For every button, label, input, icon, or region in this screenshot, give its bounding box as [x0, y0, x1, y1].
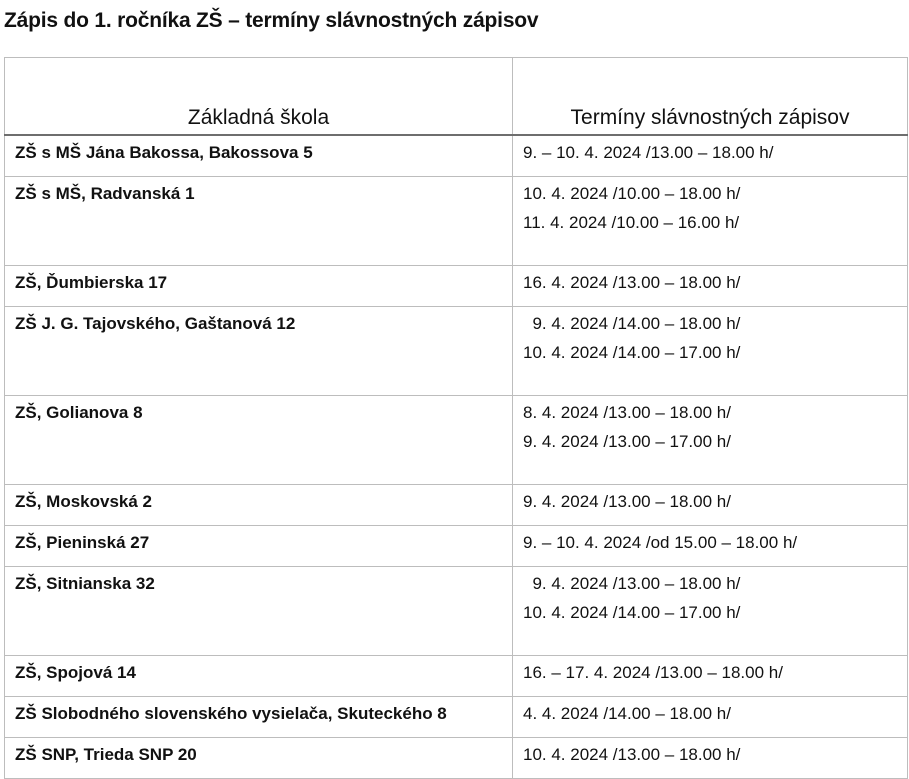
school-cell: ZŠ Slobodného slovenského vysielača, Skuteckého 8: [5, 697, 513, 738]
table-row: [5, 177, 908, 266]
column-header-dates: Termíny slávnostných zápisov: [513, 58, 908, 136]
school-cell: ZŠ, Golianova 8: [5, 396, 513, 485]
dates-cell: [513, 738, 908, 779]
date-line: 10. 4. 2024 /14.00 – 17.00 h/: [523, 603, 741, 622]
dates-cell: [513, 656, 908, 697]
table-row: [5, 656, 908, 697]
date-line: 9. 4. 2024 /13.00 – 18.00 h/: [523, 574, 741, 593]
school-cell: ZŠ SNP, Trieda SNP 20: [5, 738, 513, 779]
date-line: 8. 4. 2024 /13.00 – 18.00 h/: [523, 403, 731, 422]
dates-cell: [513, 307, 908, 396]
school-cell: ZŠ, Ďumbierska 17: [5, 266, 513, 307]
page-title: Zápis do 1. ročníka ZŠ – termíny slávnostných zápisov: [4, 9, 539, 32]
date-line: 9. 4. 2024 /14.00 – 18.00 h/: [523, 314, 741, 333]
date-line: 10. 4. 2024 /14.00 – 17.00 h/: [523, 343, 741, 362]
table-row: [5, 526, 908, 567]
dates-cell: [513, 485, 908, 526]
dates-cell: [513, 135, 908, 177]
schedule-table: [4, 57, 908, 779]
date-line: 16. 4. 2024 /13.00 – 18.00 h/: [523, 273, 741, 292]
school-cell: ZŠ, Moskovská 2: [5, 485, 513, 526]
table-row: [5, 567, 908, 656]
date-line: 9. 4. 2024 /13.00 – 18.00 h/: [523, 492, 731, 511]
school-cell: ZŠ s MŠ Jána Bakossa, Bakossova 5: [5, 135, 513, 177]
table-row: [5, 485, 908, 526]
table-row: [5, 697, 908, 738]
school-cell: ZŠ, Sitnianska 32: [5, 567, 513, 656]
dates-cell: [513, 697, 908, 738]
dates-cell: [513, 396, 908, 485]
date-line: 9. – 10. 4. 2024 /od 15.00 – 18.00 h/: [523, 533, 798, 552]
table-row: [5, 396, 908, 485]
date-line: 11. 4. 2024 /10.00 – 16.00 h/: [523, 213, 740, 232]
school-cell: ZŠ s MŠ, Radvanská 1: [5, 177, 513, 266]
school-cell: ZŠ, Spojová 14: [5, 656, 513, 697]
dates-cell: [513, 177, 908, 266]
table-row: [5, 738, 908, 779]
school-cell: ZŠ J. G. Tajovského, Gaštanová 12: [5, 307, 513, 396]
date-line: 9. 4. 2024 /13.00 – 17.00 h/: [523, 432, 731, 451]
table-header-row: [5, 58, 908, 136]
date-line: 10. 4. 2024 /10.00 – 18.00 h/: [523, 184, 741, 203]
dates-cell: [513, 266, 908, 307]
school-cell: ZŠ, Pieninská 27: [5, 526, 513, 567]
table-row: [5, 266, 908, 307]
date-line: 10. 4. 2024 /13.00 – 18.00 h/: [523, 745, 741, 764]
table-row: [5, 307, 908, 396]
date-line: 4. 4. 2024 /14.00 – 18.00 h/: [523, 704, 731, 723]
dates-cell: [513, 526, 908, 567]
column-header-school: Základná škola: [5, 58, 513, 136]
date-line: 16. – 17. 4. 2024 /13.00 – 18.00 h/: [523, 663, 783, 682]
table-row: [5, 135, 908, 177]
dates-cell: [513, 567, 908, 656]
date-line: 9. – 10. 4. 2024 /13.00 – 18.00 h/: [523, 143, 774, 162]
